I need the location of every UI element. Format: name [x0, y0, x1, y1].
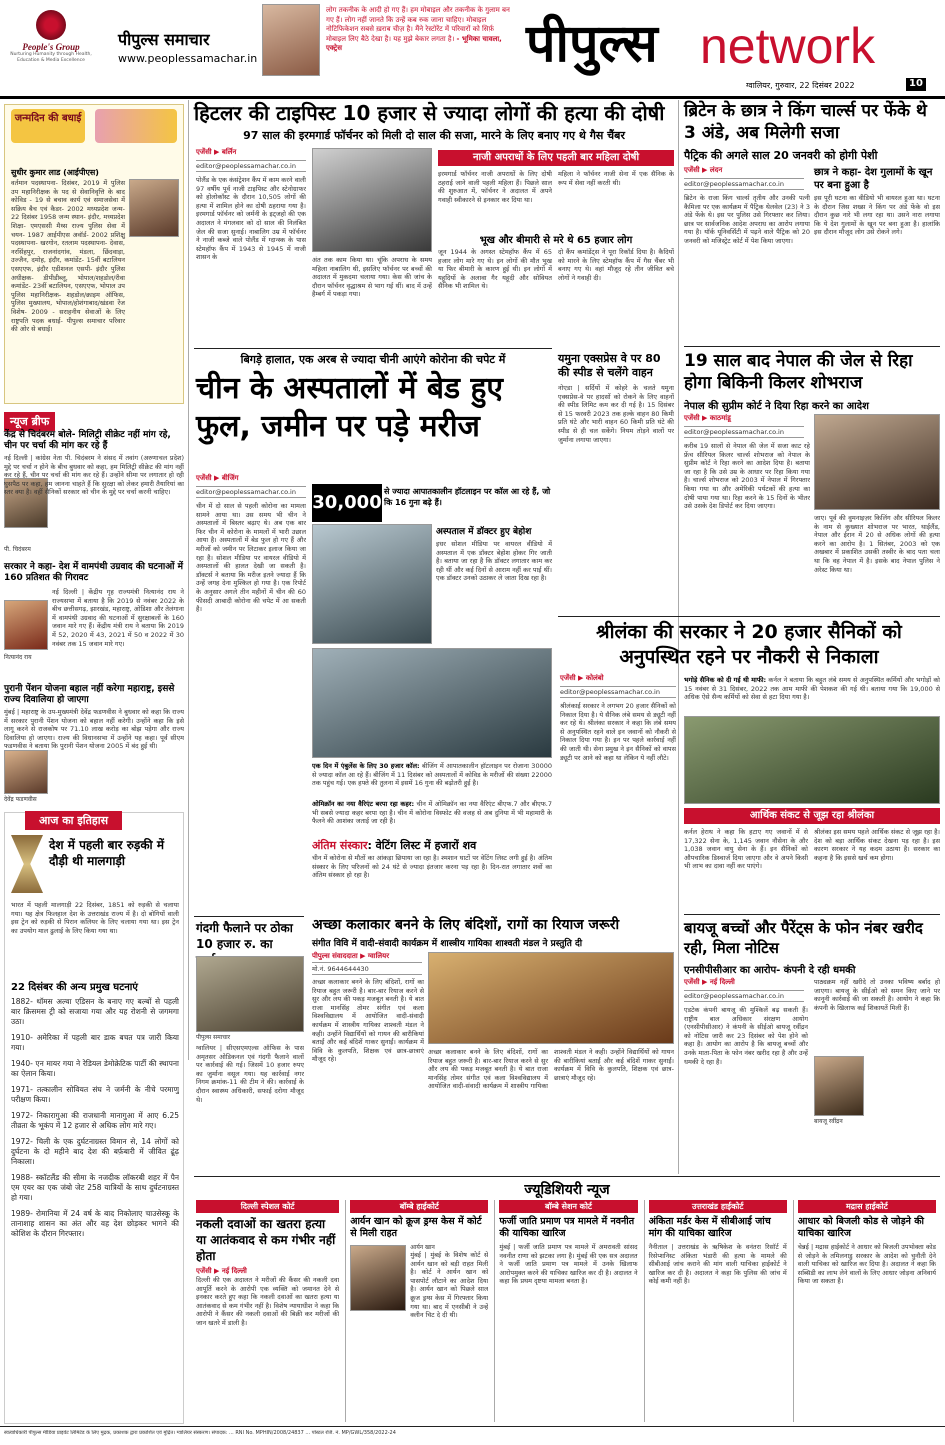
byjus-text-2: पाठ्यक्रम नहीं खरीदे तो उनका भविष्य बर्बाद हो जाएगा। बायजू के सीईओ को समन किए जाने पर कानूनी कार्रवाई की जा सकती है। आयोग ने कहा कि कंपनी के खिलाफ कई शिकायतें मिली हैं। [814, 978, 940, 1012]
court-tag: बॉम्बे हाईकोर्ट [350, 1200, 488, 1213]
website-link[interactable]: www.peoplessamachar.in [118, 52, 258, 65]
peoples-group-emblem-icon [36, 10, 66, 40]
byjus-text: एडटेक कंपनी बायजू की मुश्किलें बढ़ सकती हैं। राष्ट्रीय बाल अधिकार संरक्षण आयोग (एनसीपीसीआर) ने कंपनी के सीईओ बायजू रवींद्रन को नोटिस जारी कर 23 दिसंबर को पेश होने को कहा है। आयोग का आरोप है कि बायजू बच्चों और उनके माता-पिता के फोन नंबर खरीद रहा है और उन्हें धमकी दे रहा है। [684, 1006, 808, 1066]
brief-headline: पुरानी पेंशन योजना बहाल नहीं करेगा महाराष्ट्र, इससे राज्य दिवालिया हो जाएगा [4, 684, 175, 705]
history-event: 1988- स्कॉटलैंड की सीमा के नजदीक लॉकरबी शहर में पैन एम एयर का एक जंबो जेट 258 यात्रियों के साथ दुर्घटनाग्रस्त हो गया। [11, 1173, 179, 1202]
byjus-body-2 [814, 978, 940, 1052]
music-byline: पीपुल्स संवाददाता ▶ ग्वालियर [312, 952, 390, 960]
history-box [4, 812, 184, 1424]
nepal-text: करीब 19 सालों से नेपाल की जेल में सजा काट रहे फ्रेंच सीरियल किलर चार्ल्स शोभराज को नेपाल के सुप्रीम कोर्ट ने रिहा करने का आदेश दिया है। बताया जा रहा है कि उसे उम्र के आधार पर रिहा किया गया है। चार्ल्स शोभराज को 2003 में नेपाल में गिरफ्तार किया गया था और अमेरिकी पर्यटकों की हत्या का दोषी पाया गया था। रिहा करने के 15 दिनों के भीतर उसे उसके देश डिपोर्ट कर दिया जाएगा। [684, 442, 810, 511]
hitler-subhead2: भूख और बीमारी से मरे थे 65 हजार लोग [479, 235, 633, 246]
history-events-list [11, 997, 179, 1417]
srilanka-headline: श्रीलंका की सरकार ने 20 हजार सैनिकों को अनुपस्थित रहने पर नौकरी से निकाला [596, 621, 902, 668]
hitler-body6: दो कैंप कमांडेंट्स ने पूरा रिकॉर्ड दिया है। कैदियों को मारने के लिए स्टेमहॉफ कैंप में गैस चैंबर भी बनाए गए थे। वहां मौजूद रहे तीन जीवित बचे लोगों ने गवाही दी। [558, 248, 674, 282]
yamuna-headline: यमुना एक्सप्रेस वे पर 80 की स्पीड से चलेंगे वाहन [558, 352, 661, 379]
nepal-headline: 19 साल बाद नेपाल की जेल से रिहा होगा बिकिनी किलर शोभराज [684, 351, 913, 393]
omicron-headline: ओमिक्रॉन का नया वैरिएंट बरपा रहा कहर: [312, 800, 415, 808]
srilanka-soldiers-photo [684, 716, 940, 804]
history-event: 1971- तत्कालीन सोवियत संघ ने जर्मनी के नीचे परमाणु परीक्षण किया। [11, 1085, 179, 1104]
srilanka-crisis-col1 [684, 828, 808, 912]
masthead-rule [0, 96, 945, 99]
britain-quote-body [814, 194, 940, 342]
china-kicker: बिगड़े हालात, एक अरब से ज्यादा चीनी आएंगे कोरोना की चपेट में [240, 353, 506, 366]
hitler-body3: इरमगार्ड फॉर्चनर नाजी अपराधों के लिए दोषी ठहराई जाने वाली पहली महिला हैं। पिछले साल की शुरुआत में, फॉर्चनर ने अदालत में अपने गवाही स्वीकारने से इनकार कर दिया था। [438, 170, 552, 204]
judiciary-photo-caption: आर्यन खान [410, 1244, 435, 1251]
britain-text: ब्रिटेन के राजा किंग चार्ल्स तृतीय और उनकी पत्नी कैमिला पर एक कार्यक्रम में पैट्रिक थेलवेल (23) ने 3 अंडे फेंके थे। इस पर पुलिस उसे गिरफ्तार कर लिया। छात्र पर सार्वजनिक आदेश अपराध का आरोप लगाया गया है। यॉर्क यूनिवर्सिटी में पढ़ने वाले पैट्रिक को 20 जनवरी को मजिस्ट्रेट कोर्ट में पेश किया जाएगा। [684, 194, 810, 245]
history-event: 1989- रोमानिया में 24 वर्ष के बाद निकोलाए चाउसेस्कू के तानाशाह शासन का अंत और वह देश छोड़कर भागने की कोशिश के दौरान गिरफ्तार। [11, 1209, 179, 1238]
judiciary-section [194, 1200, 940, 1422]
news-brief-title: न्यूज ब्रीफ [4, 412, 55, 431]
music-subhead: संगीत विवि में वादी-संवादी कार्यक्रम में शास्त्रीय गायिका शाश्वती मंडल ने प्रस्तुति दी [312, 939, 583, 949]
hitler-subhead: 97 साल की इरमगार्ड फॉर्चनर को मिली दो साल की सजा, मारने के लिए बनाए गए थे गैस चैंबर [243, 129, 625, 142]
nepal-body [684, 442, 810, 594]
history-event: 1910- अमेरिका में पहली बार डाक बचत पत्र जारी किया गया। [11, 1033, 179, 1052]
britain-byline: एजेंसी ▶ लंदन [684, 166, 723, 174]
sobhraj-photo [814, 414, 940, 510]
brief-body [4, 454, 184, 550]
history-event: 1972- चिली के एक दुर्घटनाग्रस्त विमान से, 14 लोगों को दुर्घटना के दो महीने बाद देश की बर्फ़बारी में जीवित ढूंढ़ निकाला। [11, 1137, 179, 1166]
brief-caption: देवेंद्र फडणवीस [4, 796, 37, 803]
nepal-email[interactable]: editor@peoplessamachar.co.in [684, 426, 804, 438]
judiciary-headline: आर्यन खान को क्रूज ड्रग्स केस में कोर्ट से मिली राहत [350, 1216, 482, 1239]
hitler-email[interactable]: editor@peoplessamachar.co.in [196, 160, 306, 172]
history-body [11, 901, 179, 973]
court-tag: बॉम्बे सेशन कोर्ट [499, 1200, 637, 1213]
britain-subhead: पैट्रिक की अगले साल 20 जनवरी को होगी पेशी [684, 149, 878, 162]
crisis-text2: श्रीलंका इस समय पहले आर्थिक संकट से जूझ रहा है। देश को बड़ा आर्थिक संकट देखना पड़ रहा है। इस कारण सरकार ने यह कदम उठाया है। सरकार का कहना है कि इससे खर्च कम होगा। [814, 828, 940, 862]
china-byline: एजेंसी ▶ बीजिंग [196, 474, 239, 482]
section-title-hindi: पीपुल्स [526, 14, 658, 74]
china-headline: चीन के अस्पतालों में बेड हुए फुल, जमीन पर पड़े मरीज [196, 371, 503, 444]
history-title: आज का इतिहास [25, 811, 122, 830]
music-body-col2 [428, 1048, 674, 1174]
gwalior-headline: गंदगी फैलाने पर ठोका 10 हजार रु. का [196, 921, 293, 951]
byjus-body [684, 1006, 808, 1172]
britain-quote-text: इस पूरी घटना का वीडियो भी वायरल हुआ था। घटना के दौरान जिस शख्स ने किंग पर अंडे फेंके वो इस दौरान कुछ नारे भी लगा रहा था। उसने नारा लगाया कि ये देश गुलामों के खून पर बना हुआ है। हालांकि इस दौरान मौजूद लोग उसे रोकने लगे। [814, 194, 940, 237]
china-ambulance [312, 762, 552, 798]
britain-quote-head: छात्र ने कहा- देश गुलामों के खून पर बना हुआ है [814, 167, 933, 191]
china-funeral-body [312, 854, 552, 910]
history-event: 1940- एन मायर गया ने रेडियल डेमोक्रेटिक पार्टी की स्थापना का ऐलान किया। [11, 1059, 179, 1078]
brief-body [52, 588, 184, 680]
publisher-logo [6, 6, 96, 86]
judiciary-headline: नकली दवाओं का खतरा हत्या या आतंकवाद से कम गंभीर नहीं होता [196, 1217, 336, 1263]
hitler-body-col4 [558, 170, 674, 230]
byjus-caption: बायजू रवींद्रन [814, 1118, 843, 1125]
nepal-subhead: नेपाल की सुप्रीम कोर्ट ने दिया रिहा करने का आदेश [684, 401, 869, 412]
yamuna-text: नोएडा | सर्दियों में कोहरे के चलते यमुना एक्सप्रेस-वे पर हादसों को रोकने के लिए वाहनों की स्पीड लिमिट कम कर दी गई है। 15 दिसंबर से 15 फरवरी 2023 तक हल्के वाहन 80 किमी प्रति घंटे और भारी वाहन 60 किमी प्रति घंटे की स्पीड से ही चल सकेंगे। नियम तोड़ने वालों पर जुर्माना लगाया जाएगा। [558, 384, 674, 444]
hitler-body-col1 [196, 176, 306, 344]
judiciary-column [793, 1200, 936, 1422]
china-big-number: 30,000 [312, 484, 382, 522]
music-headline: अच्छा कलाकार बनने के लिए बंदिशों, रागों का रियाज जरूरी [312, 917, 620, 933]
ambulance-text: बीजिंग में आपातकालीन हॉटलाइन पर रोजाना 30000 से ज्यादा कॉल आ रहे हैं। बीजिंग में 11 दिसंबर को अस्पतालों में कोविड के मरीजों की संख्या 22000 तक पहुंच गई। एक हफ्ते की तुलना में इसमें 16 गुना की बढ़ोतरी हुई है। [312, 762, 552, 788]
hitler-body4: महिला ने फॉर्चनर नाजी सेना में एक सैनिक के रूप में सेवा नहीं करती थी। [558, 170, 674, 187]
nepal-text-2: जाए। पूर्व की वुमनाइज़र किलिंग और सीरियल किलर के नाम से कुख्यात शोभराज पर भारत, थाईलैंड, नेपाल और ईरान में 20 से अधिक लोगों की हत्या करने का आरोप है। 1 सितंबर, 2003 को एक अखबार में प्रकाशित उसकी तस्वीर के बाद पता चला था कि वह नेपाल में है। इसके बाद नेपाल पुलिस ने अरेस्ट किया था। [814, 514, 940, 574]
srilanka-crisis-col2 [814, 828, 940, 912]
publisher-name: People's Group [22, 42, 80, 52]
brief-photo-rai [4, 600, 48, 650]
nepal-body-2 [814, 514, 940, 594]
birthday-box [4, 104, 184, 404]
hitler-body-col3 [438, 170, 552, 230]
rule [684, 914, 940, 915]
flowers-graphic [95, 109, 177, 143]
britain-email[interactable]: editor@peoplessamachar.co.in [684, 178, 804, 190]
brief-headline: सरकार ने कहा- देश में वामपंथी उग्रवाद की घटनाओं में 160 प्रतिशत की गिरावट [4, 562, 183, 583]
birthday-title: जन्मदिन की बधाई [11, 109, 85, 143]
hitler-typist-photo [312, 148, 432, 252]
ambulance-headline: एक दिन में एंबुलेंस के लिए 30 हजार कॉल: [312, 762, 420, 770]
hitler-body-col5 [438, 248, 552, 344]
judiciary-text: दिल्ली की एक अदालत ने मरीजों की कैंसर की नकली दवा आपूर्ति करने के आरोपी एक व्यक्ति को जमानत देने से इनकार करते हुए कहा कि नकली दवाओं का खतरा हत्या या आतंकवाद से कम गंभीर नहीं है। विशेष न्यायाधीश ने कहा कि आरोपी ने कैंसर की नकली दवाओं की बिक्री कर मरीजों की जान खतरे में डाली है। [196, 1276, 340, 1327]
srilanka-crisis-tag: आर्थिक संकट से जूझ रहा श्रीलंका [684, 808, 940, 824]
brief-caption: पी. चिदंबरम [4, 546, 31, 553]
srilanka-text: श्रीलंकाई सरकार ने लगभग 20 हजार सैनिकों को निकाल दिया है। ये सैनिक लंबे समय से ड्यूटी नहीं कर रहे थे। श्रीलंका सरकार ने कहा कि लंबे समय से अनुपस्थित रहने वाले इन जवानों को नौकरी से निकाल दिया गया है। इन पर पहले कार्रवाई नहीं की जाती थी। सेना प्रमुख ने इन सैनिकों को वापस ड्यूटी पर आने को कहा था लेकिन ये नहीं लौटे। [560, 702, 676, 762]
nepal-byline: एजेंसी ▶ काठमांडू [684, 414, 731, 422]
crisis-text1: कर्नल हेराथ ने कहा कि हटाए गए जवानों में से 17,322 सेना के, 1,145 जवान नौसेना के और 1,038 जवान वायु सेना के हैं। इन सैनिकों को औपचारिक डिस्चार्ज दिया जाएगा और वे अपने किसी भी लाभ का दावा नहीं कर पाएंगे। [684, 828, 808, 871]
gwalior-body [196, 1044, 304, 1174]
court-tag: दिल्ली स्पेशल कोर्ट [196, 1200, 339, 1213]
history-headline: देश में पहली बार रुड़की में दौड़ी थी मालगाड़ी [49, 838, 164, 868]
brief-text: नई दिल्ली | केंद्रीय गृह राज्यमंत्री नित्यानंद राय ने राज्यसभा में बताया है कि 2019 से नवंबर 2022 के बीच छत्तीसगढ़, झारखंड, महाराष्ट्र, ओडिशा और तेलंगाना में वामपंथी उग्रवाद की घटनाओं में सुरक्षाबलों के 160 जवान मारे गए हैं। केंद्रीय मंत्री राय ने बताया कि 2019 में 52, 2020 में 43, 2021 में 50 व 2022 में 30 नवंबर तक 15 जवान मारे गए। [52, 588, 184, 648]
page-number: 10 [906, 78, 926, 91]
history-event: 1882- थॉमस अल्वा एडिसन के बनाए गए बल्बों से पहली बार क्रिसमस ट्री को सजाया गया और यह रोशनी से जगमगा उठा। [11, 997, 179, 1026]
judiciary-column [345, 1200, 488, 1422]
rule [684, 346, 940, 347]
rule [194, 916, 304, 917]
judiciary-column [196, 1200, 339, 1422]
byjus-headline: बायजू बच्चों और पैरेंट्स के फोन नंबर खरीद रही, मिला नोटिस [684, 919, 923, 957]
china-patients-photo [312, 648, 552, 758]
judiciary-text: मुंबई | मुंबई के विशेष कोर्ट से आर्यन खान को बड़ी राहत मिली है। कोर्ट ने आर्यन खान को पासपोर्ट लौटाने का आदेश दिया है। आर्यन खान को पिछले साल क्रूज ड्रग्स केस में गिरफ्तार किया गया था। बाद में एनसीबी ने उन्हें क्लीन चिट दे दी थी। [410, 1251, 489, 1320]
china-omicron [312, 800, 552, 834]
brief-photo-fadnavis [4, 750, 48, 794]
rule [194, 1176, 940, 1177]
gwalior-caption: पीपुल्स समाचार [196, 1034, 231, 1041]
judiciary-text: मुंबई | फर्जी जाति प्रमाण पत्र मामले में अमरावती सांसद नवनीत राणा को झटका लगा है। मुंबई की एक सत्र अदालत ने फर्जी जाति प्रमाण पत्र मामले में उनके खिलाफ आरोपमुक्त करने की याचिका खारिज कर दी है। अदालत ने कहा कि प्रथम दृष्टया मामला बनता है। [499, 1243, 638, 1286]
britain-headline: ब्रिटेन के छात्र ने किंग चार्ल्स पर फेंके थे 3 अंडे, अब मिलेगी सजा [684, 101, 927, 143]
deserter-head: भगोड़े सैनिक को दी गई थी माफी: [684, 676, 767, 684]
judiciary-photo [350, 1245, 406, 1311]
footer-rule [0, 1426, 945, 1427]
china-doctor-headline: अस्पताल में डॉक्टर हुए बेहोश [436, 527, 532, 537]
footer-imprint: स्वत्वाधिकारी पीपुल्स मीडिया प्राइवेट लिमिटेड के लिए मुद्रक, प्रकाशक द्वारा प्रकाशित एवं मुद्रित। ग्वालियर संस्करण। संपादक: ... RNI No. MPHIN/2008/24837 ... पोस्टल रजि. नं. MP/GWL/358/2022-24 [4, 1430, 396, 1436]
brief-text: मुंबई | महाराष्ट्र के उप-मुख्यमंत्री देवेंद्र फडणवीस ने बुधवार को कहा कि राज्य में सरकार पुरानी पेंशन योजना को बहाल नहीं करेगी। उन्होंने कहा कि इसे लागू करने से राजकोष पर 71.10 लाख करोड़ का बोझ पड़ेगा और राज्य दिवालिया हो जाएगा। राज्य की विधानसभा में उन्होंने यह कहा। पूर्व सीएम फडणवीस ने बताया कि पुरानी पेंशन योजना 2005 में बंद हुई थी। [4, 708, 184, 751]
history-subhead: 22 दिसंबर की अन्य प्रमुख घटनाएं [11, 982, 138, 993]
brief-item-pension [4, 684, 184, 706]
britain-body [684, 194, 810, 342]
china-funeral-headline [312, 838, 552, 853]
rule [194, 348, 552, 349]
rule [558, 616, 940, 617]
music-body-col1 [312, 978, 424, 1174]
hitler-headline: हिटलर की टाइपिस्ट 10 हजार से ज्यादा लोगों की हत्या की दोषी [194, 101, 665, 125]
funeral-tag: अंतिम संस्कार [312, 839, 368, 852]
birthday-text: वर्तमान पदस्थापना- दिसंबर, 2019 में पुलिस उप महानिरीक्षक के पद से सेवानिवृत्ति के बाद कोविड - 19 से बचाव कार्य एवं समाजसेवा में सक्रिय बैच एवं कैडर- 2002 मध्यप्रदेश जन्म- 22 दिसंबर 1958 जन्म स्थान- इंदौर, मध्यप्रदेश शिक्षा- एमएससी मैथ्स राज्य पुलिस सेवा में चयन- 1987 आईपीएस अवॉर्ड- 2002 प्रशिक्षु पदस्थापना- खरगोन, रतलाम पदस्थापना- देवास, नरसिंहपुर, राजनांदगांव, मंडला, छिंदवाड़ा, उज्जैन, दमोह, इंदौर, कमांडेंट- 15वीं बटालियन एसएएफ, इंदौर एडीशनल एसपी- इंदौर पुलिस अधीक्षक- डीपीडीब्लू, भोपाल/शहडोल/रीवा कमांडेंट- 23वीं बटालियन, एसएएफ, भोपाल उप पुलिस महानिरीक्षक- शहडोल/क्राइम ऑफिस, पुलिस मुख्यालय, भोपाल/होशंगाबाद/खंडवा रेंज विशेष- 2009 - सराहनीय सेवाओं के लिए राष्ट्रपति पदक बधाई- पीपुल्स समाचार परिवार की ओर से बधाई। [11, 179, 125, 334]
history-text: भारत में पहली मालगाड़ी 22 दिसंबर, 1851 को रुड़की से चलाया गया। यह क्षेत्र फिलहाल देश के उत्तराखंड राज्य में है। दो बोगियों वाली इस ट्रेन को रुड़की से पिरान कलियर के लिए चलाया गया था। इस ट्रेन का उपयोग माल ढुलाई के लिए किया गया था। [11, 901, 179, 935]
china-body-text: चीन में दो साल से पहली कोरोना का मामला सामने आया था। उस समय भी चीन ने अस्पतालों में बिस्तर बढ़ाए थे। अब एक बार फिर चीन में कोरोना के मामलों में भारी उछाल आया है। अस्पतालों में बेड फुल हो गए हैं और मरीजों को जमीन पर लिटाकर इलाज किया जा रहा है। सोशल मीडिया पर वायरल वीडियो में अस्पतालों की हालत देखी जा सकती है। डॉक्टर्स ने बताया कि मरीज इतने ज्यादा हैं कि उन्हें जगह देना मुश्किल हो गया है। एक रिपोर्ट के अनुसार अगले तीन महीनों में चीन की 60 फीसदी आबादी कोरोना की चपेट में आ सकती है। [196, 502, 306, 614]
dateline: ग्वालियर, गुरुवार, 22 दिसंबर 2022 [746, 81, 855, 90]
hourglass-icon [11, 835, 43, 893]
hitler-body-col6 [558, 248, 674, 344]
judiciary-headline: अंकिता मर्डर केस में सीबीआई जांच मांग की याचिका खारिज [648, 1216, 771, 1239]
gwalior-text: ग्वालियर | सीएसएमएल्स ऑफिस के पास अमृतसर ओडिकनल एवं गंदगी फैलाने वालों पर कार्रवाई की गई। जिसमें 10 हजार रुपए का जुर्माना वसूल गया। यह कार्रवाई नगर निगम क्रमांक-11 की टीम ने की। कार्रवाई के दौरान स्वास्थ्य अधिकारी, सफाई दरोगा मौजूद थे। [196, 1044, 304, 1104]
judiciary-column [644, 1200, 787, 1422]
brief-item-naxal [4, 562, 184, 584]
history-event: 1972- निकारागुआ की राजधानी मानागुआ में आए 6.25 तीव्रता के भूकंप में 12 हजार से अधिक लोग मारे गए। [11, 1111, 179, 1130]
china-doctor-body [436, 540, 552, 644]
hitler-body5: जून 1944 के अगस्त स्टेमहॉफ कैंप में 65 हजार लोग मारे गए थे। इन लोगों की मौत भूख या फिर बीमारी के कारण हुई थी। इन लोगों में यहूदियों के अलावा गैर यहूदी और सोवियत सैनिक भी शामिल थे। [438, 248, 552, 291]
paper-name: पीपुल्स समाचार [118, 30, 210, 49]
byjus-email[interactable]: editor@peoplessamachar.co.in [684, 990, 804, 1002]
teaser-quote [326, 6, 516, 54]
judiciary-text: नैनीताल | उत्तराखंड के ऋषिकेश के वनंतरा रिसॉर्ट में रिसेप्शनिस्ट अंकिता भंडारी की हत्या के मामले की सीबीआई जांच कराने की मांग वाली याचिका हाईकोर्ट ने खारिज कर दी है। अदालत ने कहा कि पुलिस की जांच में कोई कमी नहीं है। [648, 1243, 787, 1286]
music-performance-photo [428, 952, 674, 1044]
judiciary-column [494, 1200, 637, 1422]
byjus-subhead: एनसीपीसीआर का आरोप- कंपनी दे रही धमकी [684, 965, 856, 976]
deserter-text: कर्नल ने बताया कि बहुत लंबे समय से अनुपस्थित कर्मियों और भगोड़ों को 15 नवंबर से 31 दिसंबर, 2022 तक आम माफी की पेशकश की गई थी। बताया गया कि 19,000 से अधिक ऐसे सैन्य कर्मियों को सेवा से हटा दिया गया है। [684, 676, 940, 702]
china-hospital-photo [312, 524, 432, 644]
section-title-english: network [700, 18, 876, 74]
china-doctor-text: इधर सोशल मीडिया पर वायरल वीडियो में अस्पताल में एक डॉक्टर बेहोश होकर गिर जाती है। बताया जा रहा है कि डॉक्टर लगातार काम कर रही थीं और कई दिनों से आराम नहीं कर पाई थीं। एक डॉक्टर उनको उठाकर ले जाता दिख रहा है। [436, 540, 552, 583]
birthday-name: सुधीर कुमार लाड (आईपीएस) [11, 168, 99, 177]
judiciary-headline: आधार को बिजली कोड से जोड़ने की याचिका खारिज [797, 1216, 925, 1239]
china-email[interactable]: editor@peoplessamachar.co.in [196, 486, 306, 498]
music-text-cont: अच्छा कलाकार बनने के लिए बंदिशों, रागों का रियाज बहुत जरूरी है। बार-बार रियाज करने से सुर और लय की पकड़ मजबूत बनती है। ये बात राजा मानसिंह तोमर संगीत एवं कला विश्वविद्यालय में आयोजित वादी-संवादी कार्यक्रम में शास्त्रीय गायिका शाश्वती मंडल ने कही। उन्होंने विद्यार्थियों को गायन की बारीकियां बताईं और कई बंदिशें गाकर सुनाईं। कार्यक्रम में विवि के कुलपति, शिक्षक एवं छात्र-छात्राएं मौजूद रहे। [428, 1048, 674, 1091]
actress-photo [262, 4, 320, 76]
omicron-text: चीन में ओमिक्रॉन का नया वैरिएंट बीएफ.7 और बीएफ.7 भी सबसे ज्यादा कहर बरपा रहा है। चीन में कोरोना विस्फोट की वजह से अब दुनिया में भी महामारी के फैलने की आशंका जताई जा रही है। [312, 800, 552, 826]
hitler-body2: अंत तक काम किया था। चूंकि अपराध के समय महिला नाबालिग थी, इसलिए फॉर्चनर पर बच्चों की अदालत में मुकदमा चलाया गया। केस की जांच के दौरान फॉर्चनर वृद्धाश्रम से भाग गई थीं। बाद में उन्हें हैम्बर्ग में पकड़ा गया। [312, 256, 432, 299]
column-divider [188, 100, 189, 1060]
srilanka-body [560, 702, 676, 912]
teaser-author: - भूमिका चावला, एक्ट्रेस [326, 34, 502, 52]
srilanka-email[interactable]: editor@peoplessamachar.co.in [560, 686, 676, 698]
hitler-body-col2 [312, 256, 432, 344]
funeral-headline: : वेटिंग लिस्ट में हजारों शव [367, 839, 477, 852]
byjus-ceo-photo [814, 1056, 864, 1116]
music-phone: मो.नं. 9644644430 [312, 962, 422, 975]
srilanka-deserter [684, 676, 940, 714]
judiciary-headline: फर्जी जाति प्रमाण पत्र मामले में नवनीत की याचिका खारिज [499, 1216, 635, 1239]
hitler-tag: नाजी अपराधों के लिए पहली बार महिला दोषी [438, 150, 674, 166]
news-brief-header [4, 410, 55, 431]
music-text: अच्छा कलाकार बनने के लिए बंदिशों, रागों का रियाज बहुत जरूरी है। बार-बार रियाज करने से सुर और लय की पकड़ मजबूत बनती है। ये बात राजा मानसिंह तोमर संगीत एवं कला विश्वविद्यालय में आयोजित वादी-संवादी कार्यक्रम में शास्त्रीय गायिका शाश्वती मंडल ने कही। उन्होंने विद्यार्थियों को गायन की बारीकियां बताईं और कई बंदिशें गाकर सुनाईं। कार्यक्रम में विवि के कुलपति, शिक्षक एवं छात्र-छात्राएं मौजूद रहे। [312, 978, 424, 1064]
publisher-tagline: Nurturing Humanity through Health, Education & Media Excellence [10, 52, 92, 63]
byjus-byline: एजेंसी ▶ नई दिल्ली [684, 978, 735, 986]
yamuna-body [558, 384, 674, 614]
hitler-body1: पोलैंड के एक कंसंट्रेशन कैंप में काम करने वाली 97 वर्षीय पूर्व नाजी टाइपिस्ट और स्टेनोग्राफर को होलोकॉस्ट के दौरान 10,505 लोगों की हत्या में शामिल होने का दोषी ठहराया गया है। इरमगार्ड फॉर्चनर को जर्मनी के इट्जहो की एक अदालत ने मंगलवार को दो साल की निलंबित जेल की सजा सुनाई। नाबालिग उम्र में फॉर्चनर ने नाजी कब्जे वाले पोलैंड में ग्दान्स्क के पास स्टेमहॉफ कैंप में 1943 से 1945 में नाजी शासन के [196, 176, 306, 262]
srilanka-byline: एजेंसी ▶ कोलंबो [560, 674, 604, 682]
brief-caption: नित्यानंद राय [4, 654, 32, 661]
brief-item-chidambaram [4, 430, 184, 497]
judiciary-title: ज्यूडिशियरी न्यूज [524, 1182, 610, 1198]
court-tag: उत्तराखंड हाईकोर्ट [649, 1200, 787, 1213]
birthday-details [11, 179, 179, 401]
hitler-byline: एजेंसी ▶ बर्लिन [196, 148, 237, 156]
china-big-number-text: से ज्यादा आपातकालीन हॉटलाइन पर कॉल आ रहे हैं, जो कि 16 गुना बढ़े हैं। [384, 487, 551, 507]
judiciary-text: चेन्नई | मद्रास हाईकोर्ट ने आधार को बिजली उपभोक्ता कोड से जोड़ने के तमिलनाडु सरकार के आदेश को चुनौती देने वाली याचिका को खारिज कर दिया है। अदालत ने कहा कि सब्सिडी का लाभ लेने वालों के लिए आधार जोड़ना अनिवार्य किया जा सकता है। [797, 1243, 936, 1286]
brief-headline: केंद्र से चिदंबरम बोले- मिलिट्री सीक्रेट नहीं मांग रहे, चीन पर चर्चा की मांग कर रहे हैं [4, 430, 171, 451]
teaser-text: लोग तकनीक के आदी हो गए हैं। हम मोबाइल और तकनीक के गुलाम बन गए हैं। लोग नहीं जानते कि उन्हें कब रुक जाना चाहिए। मोबाइल नोटिफिकेशन सबसे ख़राब चीज़ है। मैंने रेस्टोरेंट में परिवारों को सिर्फ़ मोबाइल लिए बैठे देखा है। यह मुझे बेकार लगता है। [326, 6, 510, 43]
court-tag: मद्रास हाईकोर्ट [798, 1200, 936, 1213]
brief-text: नई दिल्ली | कांग्रेस नेता पी. चिदंबरम ने संसद में तवांग (अरुणाचल प्रदेश) मुद्दे पर चर्चा न होने के बीच बुधवार को कहा, हम मिलिट्री सीक्रेट की मांग नहीं कर रहे हैं, चीन पर चर्चा की मांग कर रहे हैं। उन्होंने सीमा पर लगातार हो रही घुसपैठ पर कहा, हम जानना चाहते हैं कि सुरक्षा को लेकर हमारी तैयारियां का स्तर क्या है। वहीं सैनिकों सरकार को चीन के मुद्दे पर चर्चा करनी चाहिए। [4, 454, 184, 497]
china-body [196, 502, 306, 912]
gwalior-photo [196, 956, 304, 1032]
funeral-text: चीन में कोरोना से मौतों का आंकड़ा छिपाया जा रहा है। श्मशान घाटों पर वेटिंग लिस्ट लगी हुई है। अंतिम संस्कार के लिए परिजनों को 24 घंटे से ज्यादा इंतजार करना पड़ रहा है। दिन-रात लगातार शवों का अंतिम संस्कार हो रहा है। [312, 854, 552, 880]
judiciary-byline: एजेंसी ▶ नई दिल्ली [196, 1267, 247, 1275]
